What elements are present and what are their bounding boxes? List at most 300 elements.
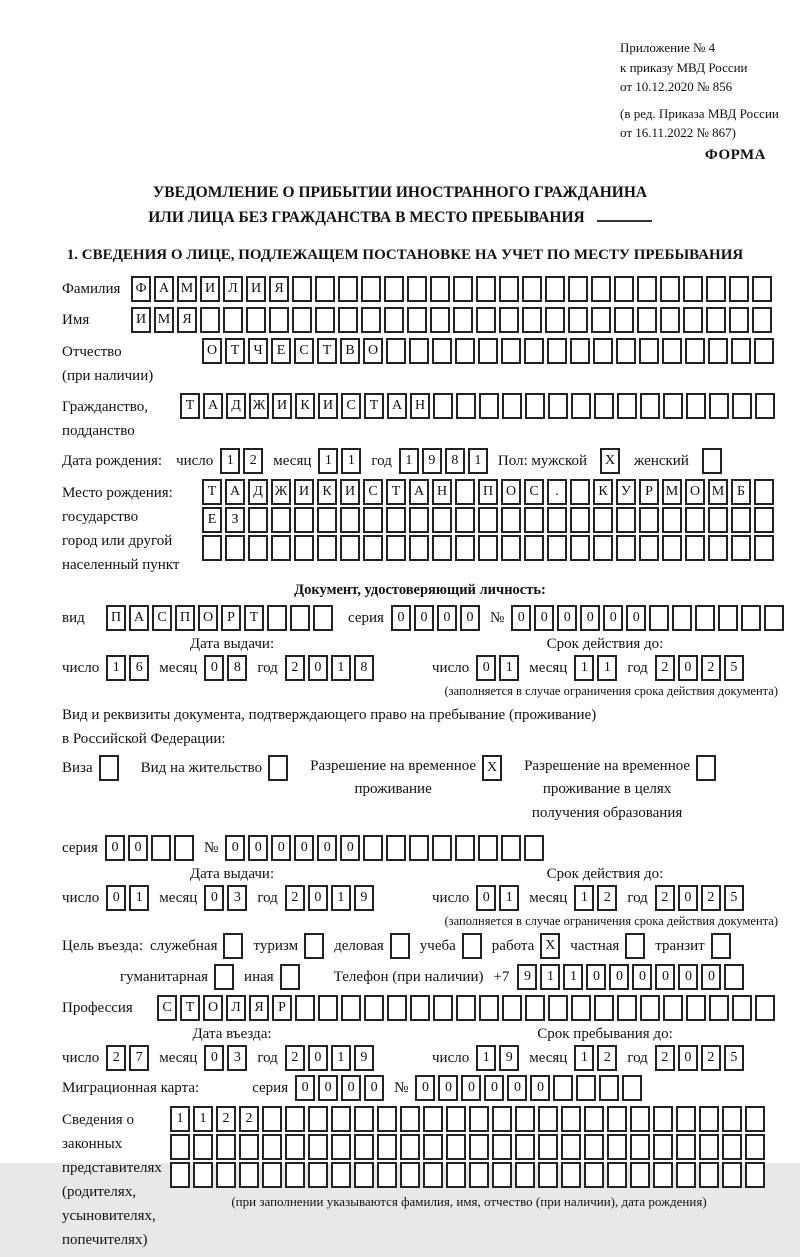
char-cell[interactable] — [591, 307, 611, 333]
char-cell[interactable] — [672, 605, 692, 631]
char-cell[interactable]: 1 — [341, 448, 361, 474]
char-cell[interactable] — [607, 1106, 627, 1132]
char-cell[interactable] — [363, 835, 383, 861]
char-cell[interactable] — [571, 995, 591, 1021]
char-cell[interactable]: Т — [225, 338, 245, 364]
char-cell[interactable] — [547, 507, 567, 533]
char-cell[interactable] — [354, 1134, 374, 1160]
char-cell[interactable]: С — [152, 605, 172, 631]
char-cell[interactable]: 1 — [563, 964, 583, 990]
char-cell[interactable]: 1 — [499, 885, 519, 911]
char-cell[interactable] — [732, 393, 752, 419]
char-cell[interactable] — [568, 276, 588, 302]
char-cell[interactable]: И — [246, 276, 266, 302]
char-cell[interactable]: 2 — [216, 1106, 236, 1132]
char-cell[interactable] — [501, 835, 521, 861]
char-cell[interactable]: С — [363, 479, 383, 505]
char-cell[interactable] — [593, 338, 613, 364]
char-cell[interactable] — [724, 964, 744, 990]
char-cell[interactable]: 9 — [354, 1045, 374, 1071]
char-cell[interactable] — [492, 1134, 512, 1160]
char-cell[interactable]: С — [294, 338, 314, 364]
char-cell[interactable] — [432, 507, 452, 533]
char-cell[interactable]: О — [203, 995, 223, 1021]
char-cell[interactable] — [593, 535, 613, 561]
char-cell[interactable]: Ж — [271, 479, 291, 505]
char-cell[interactable] — [409, 535, 429, 561]
char-cell[interactable] — [640, 393, 660, 419]
char-cell[interactable] — [662, 535, 682, 561]
char-cell[interactable]: 0 — [295, 1075, 315, 1101]
char-cell[interactable] — [639, 535, 659, 561]
char-cell[interactable] — [649, 605, 669, 631]
char-cell[interactable] — [683, 276, 703, 302]
char-cell[interactable]: 8 — [227, 655, 247, 681]
char-cell[interactable]: О — [685, 479, 705, 505]
char-cell[interactable]: И — [272, 393, 292, 419]
char-cell[interactable] — [423, 1162, 443, 1188]
char-cell[interactable] — [538, 1134, 558, 1160]
char-cell[interactable] — [446, 1134, 466, 1160]
sex-female-checkbox[interactable] — [702, 448, 722, 474]
char-cell[interactable]: М — [177, 276, 197, 302]
char-cell[interactable]: 0 — [603, 605, 623, 631]
char-cell[interactable] — [400, 1134, 420, 1160]
char-cell[interactable] — [524, 535, 544, 561]
char-cell[interactable] — [499, 276, 519, 302]
char-cell[interactable]: О — [363, 338, 383, 364]
char-cell[interactable] — [547, 535, 567, 561]
char-cell[interactable] — [193, 1134, 213, 1160]
char-cell[interactable]: 0 — [534, 605, 554, 631]
char-cell[interactable] — [455, 479, 475, 505]
char-cell[interactable]: 0 — [530, 1075, 550, 1101]
char-cell[interactable]: 9 — [517, 964, 537, 990]
char-cell[interactable] — [501, 535, 521, 561]
char-cell[interactable] — [745, 1134, 765, 1160]
char-cell[interactable] — [446, 1162, 466, 1188]
char-cell[interactable]: Е — [271, 338, 291, 364]
char-cell[interactable]: 1 — [597, 655, 617, 681]
char-cell[interactable] — [354, 1162, 374, 1188]
char-cell[interactable] — [433, 393, 453, 419]
char-cell[interactable]: К — [593, 479, 613, 505]
char-cell[interactable]: 1 — [574, 885, 594, 911]
char-cell[interactable]: М — [154, 307, 174, 333]
char-cell[interactable] — [455, 338, 475, 364]
char-cell[interactable] — [708, 338, 728, 364]
char-cell[interactable]: Р — [221, 605, 241, 631]
char-cell[interactable] — [676, 1134, 696, 1160]
char-cell[interactable] — [315, 276, 335, 302]
char-cell[interactable]: 0 — [632, 964, 652, 990]
char-cell[interactable]: А — [225, 479, 245, 505]
char-cell[interactable] — [683, 307, 703, 333]
char-cell[interactable] — [400, 1106, 420, 1132]
char-cell[interactable] — [708, 507, 728, 533]
char-cell[interactable]: У — [616, 479, 636, 505]
char-cell[interactable] — [545, 276, 565, 302]
char-cell[interactable] — [262, 1106, 282, 1132]
char-cell[interactable]: Ж — [249, 393, 269, 419]
char-cell[interactable]: А — [203, 393, 223, 419]
char-cell[interactable] — [663, 393, 683, 419]
char-cell[interactable] — [338, 276, 358, 302]
char-cell[interactable] — [216, 1162, 236, 1188]
char-cell[interactable] — [685, 507, 705, 533]
char-cell[interactable] — [576, 1075, 596, 1101]
char-cell[interactable] — [699, 1134, 719, 1160]
char-cell[interactable] — [246, 307, 266, 333]
char-cell[interactable]: 1 — [331, 655, 351, 681]
char-cell[interactable]: 2 — [597, 885, 617, 911]
char-cell[interactable] — [295, 995, 315, 1021]
char-cell[interactable]: В — [340, 338, 360, 364]
char-cell[interactable] — [515, 1134, 535, 1160]
char-cell[interactable] — [754, 479, 774, 505]
char-cell[interactable]: 2 — [655, 1045, 675, 1071]
char-cell[interactable] — [709, 393, 729, 419]
char-cell[interactable] — [386, 507, 406, 533]
char-cell[interactable] — [515, 1106, 535, 1132]
purpose-official-checkbox[interactable] — [223, 933, 243, 959]
char-cell[interactable] — [545, 307, 565, 333]
char-cell[interactable] — [502, 995, 522, 1021]
char-cell[interactable]: 9 — [499, 1045, 519, 1071]
char-cell[interactable] — [662, 338, 682, 364]
char-cell[interactable]: 0 — [105, 835, 125, 861]
char-cell[interactable] — [216, 1134, 236, 1160]
char-cell[interactable] — [722, 1134, 742, 1160]
char-cell[interactable] — [584, 1134, 604, 1160]
char-cell[interactable]: 1 — [170, 1106, 190, 1132]
char-cell[interactable]: Р — [639, 479, 659, 505]
char-cell[interactable] — [400, 1162, 420, 1188]
char-cell[interactable]: А — [154, 276, 174, 302]
char-cell[interactable] — [225, 535, 245, 561]
char-cell[interactable] — [614, 307, 634, 333]
char-cell[interactable]: А — [387, 393, 407, 419]
char-cell[interactable] — [430, 276, 450, 302]
char-cell[interactable]: 0 — [317, 835, 337, 861]
char-cell[interactable]: 2 — [655, 655, 675, 681]
char-cell[interactable] — [409, 507, 429, 533]
char-cell[interactable]: 0 — [415, 1075, 435, 1101]
char-cell[interactable]: 5 — [724, 1045, 744, 1071]
char-cell[interactable]: 3 — [227, 1045, 247, 1071]
char-cell[interactable] — [409, 338, 429, 364]
temp-residence-education-checkbox[interactable] — [696, 755, 716, 781]
char-cell[interactable] — [764, 605, 784, 631]
char-cell[interactable] — [607, 1134, 627, 1160]
char-cell[interactable] — [660, 307, 680, 333]
char-cell[interactable] — [170, 1134, 190, 1160]
char-cell[interactable] — [722, 1106, 742, 1132]
char-cell[interactable]: И — [340, 479, 360, 505]
char-cell[interactable] — [699, 1162, 719, 1188]
char-cell[interactable]: 1 — [331, 885, 351, 911]
char-cell[interactable]: 0 — [626, 605, 646, 631]
char-cell[interactable] — [561, 1134, 581, 1160]
char-cell[interactable] — [754, 535, 774, 561]
char-cell[interactable]: Я — [249, 995, 269, 1021]
char-cell[interactable]: 0 — [308, 655, 328, 681]
char-cell[interactable]: 0 — [271, 835, 291, 861]
purpose-business-checkbox[interactable] — [390, 933, 410, 959]
char-cell[interactable] — [570, 507, 590, 533]
char-cell[interactable] — [663, 995, 683, 1021]
char-cell[interactable] — [363, 535, 383, 561]
char-cell[interactable]: Т — [202, 479, 222, 505]
char-cell[interactable] — [407, 276, 427, 302]
char-cell[interactable]: 9 — [354, 885, 374, 911]
char-cell[interactable] — [686, 995, 706, 1021]
char-cell[interactable] — [524, 835, 544, 861]
char-cell[interactable]: С — [341, 393, 361, 419]
char-cell[interactable] — [622, 1075, 642, 1101]
char-cell[interactable] — [479, 393, 499, 419]
char-cell[interactable] — [731, 338, 751, 364]
char-cell[interactable]: 0 — [128, 835, 148, 861]
char-cell[interactable]: Н — [410, 393, 430, 419]
char-cell[interactable] — [384, 276, 404, 302]
char-cell[interactable] — [453, 307, 473, 333]
char-cell[interactable]: 0 — [586, 964, 606, 990]
char-cell[interactable] — [223, 307, 243, 333]
char-cell[interactable]: Ф — [131, 276, 151, 302]
char-cell[interactable] — [432, 535, 452, 561]
char-cell[interactable] — [515, 1162, 535, 1188]
char-cell[interactable] — [239, 1134, 259, 1160]
char-cell[interactable] — [501, 338, 521, 364]
char-cell[interactable] — [676, 1106, 696, 1132]
purpose-tourism-checkbox[interactable] — [304, 933, 324, 959]
char-cell[interactable] — [553, 1075, 573, 1101]
char-cell[interactable]: 0 — [580, 605, 600, 631]
char-cell[interactable] — [476, 276, 496, 302]
char-cell[interactable] — [193, 1162, 213, 1188]
char-cell[interactable] — [548, 995, 568, 1021]
char-cell[interactable] — [561, 1106, 581, 1132]
char-cell[interactable]: А — [409, 479, 429, 505]
purpose-other-checkbox[interactable] — [280, 964, 300, 990]
char-cell[interactable] — [754, 338, 774, 364]
char-cell[interactable] — [639, 338, 659, 364]
char-cell[interactable] — [317, 507, 337, 533]
char-cell[interactable]: 2 — [285, 655, 305, 681]
char-cell[interactable] — [502, 393, 522, 419]
char-cell[interactable] — [616, 338, 636, 364]
char-cell[interactable] — [594, 393, 614, 419]
char-cell[interactable] — [432, 338, 452, 364]
char-cell[interactable] — [662, 507, 682, 533]
char-cell[interactable] — [599, 1075, 619, 1101]
char-cell[interactable] — [430, 307, 450, 333]
char-cell[interactable] — [614, 276, 634, 302]
char-cell[interactable] — [478, 338, 498, 364]
purpose-work-checkbox[interactable]: X — [540, 933, 560, 959]
purpose-humanitarian-checkbox[interactable] — [214, 964, 234, 990]
char-cell[interactable] — [248, 507, 268, 533]
char-cell[interactable]: Я — [269, 276, 289, 302]
char-cell[interactable] — [616, 507, 636, 533]
char-cell[interactable] — [706, 276, 726, 302]
char-cell[interactable]: 0 — [476, 655, 496, 681]
char-cell[interactable] — [432, 835, 452, 861]
char-cell[interactable] — [455, 535, 475, 561]
char-cell[interactable] — [731, 507, 751, 533]
char-cell[interactable] — [377, 1134, 397, 1160]
char-cell[interactable] — [547, 338, 567, 364]
char-cell[interactable] — [361, 276, 381, 302]
char-cell[interactable] — [340, 535, 360, 561]
char-cell[interactable] — [469, 1162, 489, 1188]
char-cell[interactable]: 8 — [354, 655, 374, 681]
char-cell[interactable] — [308, 1134, 328, 1160]
char-cell[interactable] — [616, 535, 636, 561]
char-cell[interactable] — [384, 307, 404, 333]
char-cell[interactable] — [318, 995, 338, 1021]
char-cell[interactable] — [741, 605, 761, 631]
char-cell[interactable] — [410, 995, 430, 1021]
char-cell[interactable]: С — [157, 995, 177, 1021]
char-cell[interactable]: . — [547, 479, 567, 505]
char-cell[interactable] — [202, 535, 222, 561]
char-cell[interactable]: Т — [180, 995, 200, 1021]
char-cell[interactable]: М — [708, 479, 728, 505]
char-cell[interactable] — [570, 479, 590, 505]
char-cell[interactable]: И — [200, 276, 220, 302]
char-cell[interactable] — [317, 535, 337, 561]
char-cell[interactable] — [755, 995, 775, 1021]
char-cell[interactable]: П — [175, 605, 195, 631]
char-cell[interactable]: 0 — [308, 885, 328, 911]
char-cell[interactable] — [267, 605, 287, 631]
char-cell[interactable] — [478, 835, 498, 861]
char-cell[interactable] — [755, 393, 775, 419]
char-cell[interactable] — [423, 1106, 443, 1132]
char-cell[interactable] — [479, 995, 499, 1021]
char-cell[interactable] — [708, 535, 728, 561]
char-cell[interactable]: П — [478, 479, 498, 505]
char-cell[interactable]: 0 — [507, 1075, 527, 1101]
char-cell[interactable] — [695, 605, 715, 631]
char-cell[interactable] — [478, 507, 498, 533]
char-cell[interactable] — [262, 1162, 282, 1188]
char-cell[interactable]: 0 — [460, 605, 480, 631]
char-cell[interactable] — [524, 507, 544, 533]
char-cell[interactable] — [308, 1162, 328, 1188]
char-cell[interactable] — [377, 1162, 397, 1188]
char-cell[interactable]: 1 — [574, 655, 594, 681]
char-cell[interactable] — [492, 1106, 512, 1132]
char-cell[interactable]: О — [202, 338, 222, 364]
char-cell[interactable] — [456, 393, 476, 419]
char-cell[interactable] — [456, 995, 476, 1021]
char-cell[interactable]: 1 — [399, 448, 419, 474]
char-cell[interactable] — [522, 307, 542, 333]
char-cell[interactable]: Я — [177, 307, 197, 333]
char-cell[interactable] — [639, 507, 659, 533]
char-cell[interactable]: Д — [226, 393, 246, 419]
char-cell[interactable] — [745, 1162, 765, 1188]
char-cell[interactable]: 0 — [204, 1045, 224, 1071]
purpose-transit-checkbox[interactable] — [711, 933, 731, 959]
char-cell[interactable] — [361, 307, 381, 333]
char-cell[interactable] — [686, 393, 706, 419]
char-cell[interactable] — [570, 338, 590, 364]
char-cell[interactable] — [501, 507, 521, 533]
char-cell[interactable] — [455, 507, 475, 533]
char-cell[interactable]: Т — [364, 393, 384, 419]
char-cell[interactable]: 0 — [461, 1075, 481, 1101]
char-cell[interactable]: 9 — [422, 448, 442, 474]
char-cell[interactable] — [269, 307, 289, 333]
char-cell[interactable]: Л — [223, 276, 243, 302]
char-cell[interactable]: 1 — [129, 885, 149, 911]
char-cell[interactable] — [570, 535, 590, 561]
char-cell[interactable]: 2 — [243, 448, 263, 474]
char-cell[interactable]: 0 — [511, 605, 531, 631]
temp-residence-checkbox[interactable]: X — [482, 755, 502, 781]
char-cell[interactable]: 0 — [204, 885, 224, 911]
char-cell[interactable]: 1 — [499, 655, 519, 681]
char-cell[interactable]: 0 — [204, 655, 224, 681]
char-cell[interactable] — [294, 507, 314, 533]
char-cell[interactable] — [617, 393, 637, 419]
char-cell[interactable] — [174, 835, 194, 861]
char-cell[interactable] — [685, 535, 705, 561]
char-cell[interactable] — [594, 995, 614, 1021]
char-cell[interactable]: 1 — [318, 448, 338, 474]
char-cell[interactable]: 2 — [701, 885, 721, 911]
char-cell[interactable]: 0 — [476, 885, 496, 911]
char-cell[interactable] — [732, 995, 752, 1021]
char-cell[interactable] — [653, 1106, 673, 1132]
char-cell[interactable] — [752, 276, 772, 302]
char-cell[interactable] — [593, 507, 613, 533]
char-cell[interactable]: Т — [317, 338, 337, 364]
char-cell[interactable] — [409, 835, 429, 861]
char-cell[interactable] — [239, 1162, 259, 1188]
char-cell[interactable] — [469, 1106, 489, 1132]
char-cell[interactable] — [290, 605, 310, 631]
char-cell[interactable]: 0 — [557, 605, 577, 631]
char-cell[interactable] — [294, 535, 314, 561]
char-cell[interactable] — [271, 507, 291, 533]
char-cell[interactable]: 3 — [227, 885, 247, 911]
char-cell[interactable] — [455, 835, 475, 861]
char-cell[interactable]: 0 — [308, 1045, 328, 1071]
char-cell[interactable] — [754, 507, 774, 533]
char-cell[interactable] — [331, 1134, 351, 1160]
char-cell[interactable]: М — [662, 479, 682, 505]
char-cell[interactable] — [525, 393, 545, 419]
char-cell[interactable]: 1 — [106, 655, 126, 681]
char-cell[interactable] — [170, 1162, 190, 1188]
char-cell[interactable] — [386, 835, 406, 861]
char-cell[interactable] — [499, 307, 519, 333]
char-cell[interactable] — [340, 507, 360, 533]
char-cell[interactable] — [561, 1162, 581, 1188]
char-cell[interactable] — [637, 307, 657, 333]
char-cell[interactable]: 0 — [678, 885, 698, 911]
char-cell[interactable] — [363, 507, 383, 533]
char-cell[interactable]: 0 — [438, 1075, 458, 1101]
char-cell[interactable]: 1 — [331, 1045, 351, 1071]
char-cell[interactable] — [752, 307, 772, 333]
char-cell[interactable] — [315, 307, 335, 333]
